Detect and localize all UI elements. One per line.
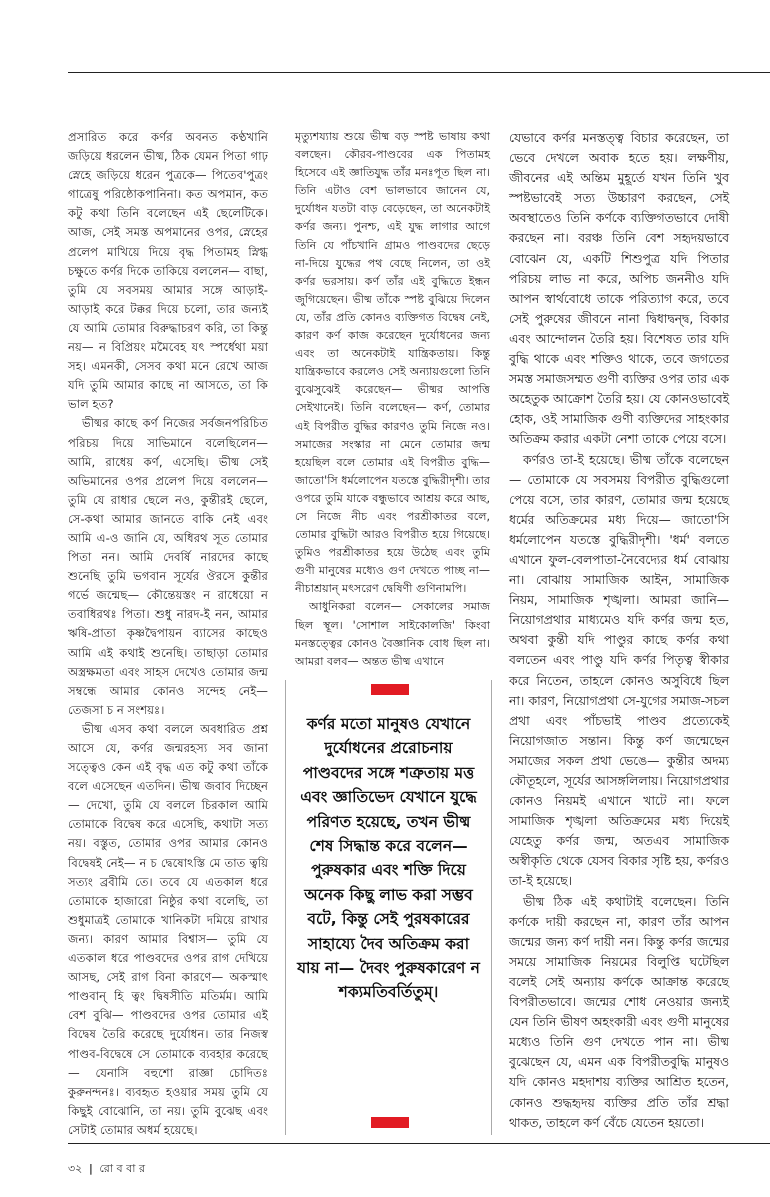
- text-column-1: [68, 128, 268, 1140]
- paragraph: কর্ণরও তা-ই হয়েছে। ভীষ্ম তাঁকে বলেছেন— তোমাকে যে সবসময় বিপরীত বুদ্ধিগুলো পেয়ে বসে, তার কারণ, তোমার জন্ম হয়েছে ধর্মের অতিক্রমের মধ্য দিয়ে— জাতো'সি ধর্মলোপেন যতস্তে বুদ্ধিরীদৃশী। 'ধর্ম' বলতে এখানে ফুল-বেলপাতা-নৈবেদ্যের ধর্ম বোঝায় না। বোঝায় সামাজিক আইন, সামাজিক নিয়ম, সামাজিক শৃঙ্খলা। আমরা জানি— নিয়োগপ্রথার মাধ্যমেও যদি কর্ণর জন্ম হত, অথবা কুন্তী যদি পাণ্ডুর কাছে কর্ণর কথা বলতেন এবং পাণ্ডু যদি কর্ণর পিতৃত্ব স্বীকার করে নিতেন, তাহলে কোনও অসুবিধে ছিল না। কারণ, নিয়োগপ্রথা সে-যুগের সমাজ-সচল প্রথা এবং পাঁচভাই পাণ্ডব প্রত্যেকেই নিয়োগজাত সন্তান। কিন্তু কর্ণ জন্মেছেন সমাজের সকল প্রথা ভেঙে— কুন্তীর অদম্য কৌতূহলে, সূর্যের আসঙ্গলিলায়। নিয়োগপ্রথার কোনও নিয়মই এখানে খাটে না। ফলে সামাজিক শৃঙ্খলা অতিক্রমের মধ্য দিয়েই যেহেতু কর্ণর জন্ম, অতএব সামাজিক অস্বীকৃতি থেকে যেসব বিকার সৃষ্টি হয়, কর্ণরও তা-ই হয়েছে।: [509, 452, 729, 889]
- paragraph: আধুনিকরা বলেন— সেকালের সমাজ ছিল স্থূল। 'সোশাল সাইকোলজি' কিংবা মনস্তত্ত্বের কোনও বৈজ্ঞানিক বোধ ছিল না। আমরা বলব— অন্তত ভীষ্ম এখানে: [295, 600, 490, 668]
- pull-quote-bottom-bar: [371, 1117, 409, 1128]
- page-number: ৩২: [68, 1162, 83, 1175]
- paragraph: ভীষ্ম এসব কথা বললে অবধারিত প্রশ্ন আসে যে, কর্ণর জন্মরহস্য সব জানা সত্ত্বেও কেন এই বৃদ্ধ এত কটু কথা তাঁকে বলে এসেছেন এতদিন। ভীষ্ম জবাব দিচ্ছেন— দেখো, তুমি যে বললে চিরকাল আমি তোমাকে বিদ্বেষ করে এসেছি, কথাটা সত্য নয়। বস্তুত, তোমার ওপর আমার কোনও বিদ্বেষই নেই— ন চ দ্বেষোঽস্তি মে তাত ত্বয়ি সত্যং ব্রবীমি তে। তবে যে এতকাল ধরে তোমাকে হাজারো নিষ্ঠুর কথা বলেছি, তা শুধুমাত্রই তোমাকে খানিকটা দমিয়ে রাখার জন্য। কারণ আমার বিশ্বাস— তুমি যে এতকাল ধরে পাণ্ডবদের ওপর রাগ দেখিয়ে আসছ, সেই রাগ বিনা কারণে— অকস্মাৎ পাণ্ডবান্ হি ত্বং দ্বিষসীতি মতির্মম। আমি বেশ বুঝি— পাণ্ডবদের ওপর তোমার এই বিদ্বেষ তৈরি করেছে দুর্যোধন। তার নিজস্ব পাণ্ডব-বিদ্বেষে সে তোমাকে ব্যবহার করেছে— যেনাসি বহুশো রাজ্ঞা চোদিতঃ কুরুনন্দনঃ। ব্যবহৃত হওয়ার সময় তুমি যে কিছুই বোঝোনি, তা নয়। তুমি বুঝেছ এবং সেটাই তোমার অধর্ম হয়েছে।: [68, 721, 268, 1137]
- pull-quote-text: কর্ণর মতো মানুষও যেখানে দুর্যোধনের প্ররোচনায় পাণ্ডবদের সঙ্গে শত্রুতায় মত্ত এবং জ্ঞাতিভেদ যেখানে যুদ্ধে পরিণত হয়েছে, তখন ভীষ্ম শেষ সিদ্ধান্ত করে বলেন— পুরুষকার এবং শক্তি দিয়ে অনেক কিছু লাভ করা সম্ভব বটে, কিন্তু সেই পুরষকারের সাহায্যে দৈব অতিক্রম করা যায় না— দৈবং পুরুষকারেণ ন শক্যমতিবর্তিতুম্।: [297, 715, 480, 1002]
- paragraph: যেভাবে কর্ণর মনস্তত্ত্ব বিচার করেছেন, তা ভেবে দেখলে অবাক হতে হয়। লক্ষণীয়, জীবনের এই অন্তিম মুহূর্তে যখন তিনি খুব স্পষ্টভাবেই সত্য উচ্চারণ করছেন, সেই অবস্থাতেও তিনি কর্ণকে ব্যক্তিগতভাবে দোষী করছেন না। বরঞ্চ তিনি বেশ সহৃদয়ভাবে বোঝেন যে, একটি শিশুপুত্র যদি পিতার পরিচয় লাভ না করে, অপিচ জননীও যদি আপন স্বার্থবোধে তাকে পরিত্যাগ করে, তবে সেই পুরুষের জীবনে নানা দ্বিধাদ্বন্দ্ব, বিকার এবং আন্দোলন তৈরি হয়। বিশেষত তার যদি বুদ্ধি থাকে এবং শক্তিও থাকে, তবে জগতের সমস্ত সমাজসম্মত গুণী ব্যক্তির ওপর তার এক অহেতুক আক্রোশ তৈরি হয়। যে কোনওভাবেই হোক, ওই সামাজিক গুণী ব্যক্তিদের সাহংকার অতিক্রম করার একটা নেশা তাকে পেয়ে বসে।: [509, 131, 729, 447]
- paragraph: ভীষ্মর কাছে কর্ণ নিজের সর্বজনপরিচিত পরিচয় দিয়ে সাভিমানে বলেছিলেন— আমি, রাধেয় কর্ণ, এসেছি। ভীষ্ম সেই অভিমানের ওপর প্রলেপ দিয়ে বললেন— তুমি যে রাধার ছেলে নও, কুন্তীরই ছেলে, সে-কথা আমার জানতে বাকি নেই এবং আমি এ-ও জানি যে, অধিরথ সূত তোমার পিতা নন। আমি দেবর্ষি নারদের কাছে শুনেছি তুমি ভগবান সূর্যের ঔরসে কুন্তীর গর্ভে জন্মেছ— কৌন্তেয়স্তং ন রাধেয়ো ন তবাধিরথঃ পিতা। শুধু নারদ-ই নন, আমার ঋষি-প্রাতা কৃষ্ণদ্বৈপায়ন ব্যাসের কাছেও আমি এই কথাই শুনেছি। তাছাড়া তোমার অস্ত্রক্ষমতা এবং সাহস দেখেও তোমার জন্ম সম্বন্ধে আমার কোনও সন্দেহ নেই— তেজসা চ ন সংশয়ঃ।: [68, 416, 268, 717]
- magazine-name: রো ব বা র: [99, 1162, 146, 1175]
- paragraph: মৃত্যুশয্যায় শুয়ে ভীষ্ম বড় স্পষ্ট ভাষায় কথা বলছেন। কৌরব-পাণ্ডবের এক পিতামহ হিসেবে এই জ্ঞাতিযুদ্ধ তাঁর মনঃপূত ছিল না। তিনি এটাও বেশ ভালভাবে জানেন যে, দুর্যোধন যতটা বাড় বেড়েছেন, তা অনেকটাই কর্ণর জন্য। পুনশ্চ, এই যুদ্ধ লাগার আগে তিনি যে পাঁচখানি গ্রামও পাণ্ডবদের ছেড়ে না-দিয়ে যুদ্ধের পথ বেছে নিলেন, তা ওই কর্ণর ভরসায়। কর্ণ তাঁর এই বুদ্ধিতে ইন্ধন জুগিয়েছেন। ভীষ্ম তাঁকে স্পষ্ট বুঝিয়ে দিলেন যে, তাঁর প্রতি কোনও ব্যক্তিগত বিদ্বেষ নেই, কারণ কর্ণ কাজ করেছেন দুর্যোধনের জন্য এবং তা অনেকটাই যান্ত্রিকতায়। কিন্তু যান্ত্রিকভাবে করলেও সেই অন্যায়গুলো তিনি বুঝেসুঝেই করেছেন— ভীষ্মর আপত্তি সেইখানেই। তিনি বলেছেন— কর্ণ, তোমার এই বিপরীত বুদ্ধির কারণও তুমি নিজে নও। সমাজের সংস্কার না মেনে তোমার জন্ম হয়েছিল বলে তোমার এই বিপরীত বুদ্ধি— জাতো'সি ধর্মলোপেন যতস্তে বুদ্ধিরীদৃশী। তার ওপরে তুমি যাকে বন্ধুভাবে আশ্রয় করে আছ, সে নিজে নীচ এবং পরশ্রীকাতর বলে, তোমার বুদ্ধিটা আরও বিপরীত হয়ে গিয়েছে। তুমিও পরশ্রীকাতর হয়ে উঠেছ এবং তুমি গুণী মানুষের মধ্যেও গুণ দেখতে পাচ্ছ না— নীচাশ্রয়ান্ মৎসরেণ দ্বেষিণী গুণিনামপি।: [295, 130, 490, 596]
- footer-separator: |: [88, 1162, 93, 1175]
- pull-quote-box: [285, 680, 492, 1135]
- text-column-3: [509, 128, 729, 1133]
- paragraph: প্রসারিত করে কর্ণর অবনত কণ্ঠখানি জড়িয়ে ধরলেন ভীষ্ম, ঠিক যেমন পিতা গাঢ় স্নেহে জড়িয়ে ধরেন পুত্রকে— পিতেব'পুত্রং গাত্রেষু পরিষ্ঠোকপানিনা। কত অপমান, কত কটু কথা তিনি বলেছেন এই ছেলেটিকে। আজ, সেই সমস্ত অপমানের ওপর, স্নেহের প্রলেপ মাখিয়ে দিয়ে বৃদ্ধ পিতামহ স্নিগ্ধ চক্ষুতে কর্ণর দিকে তাকিয়ে বললেন— বাছা, তুমি যে সবসময় আমার সঙ্গে আড়াই-আড়াই করে টক্কর দিয়ে চলো, তার জন্যই যে আমি তোমার বিরুদ্ধাচরণ করি, তা কিন্তু নয়— ন বিপ্রিয়ং মমৈবেহ যৎ স্পর্ধেথা ময়া সহ। এমনকী, সেসব কথা মনে রেখে আজ যদি তুমি আমার কাছে না আসতে, তা কি ভাল হত?: [68, 130, 268, 412]
- pull-quote-top-bar: [371, 684, 409, 695]
- paragraph: ভীষ্ম ঠিক এই কথাটাই বলেছেন। তিনি কর্ণকে দায়ী করছেন না, কারণ তাঁর আপন জন্মের জন্য কর্ণ দায়ী নন। কিন্তু কর্ণর জন্মের সময়ে সামাজিক নিয়মের বিলুপ্তি ঘটেছিল বলেই সেই অন্যায় কর্ণকে আক্রান্ত করেছে বিপরীতভাবে। জন্মের শোধ নেওয়ার জন্যই যেন তিনি ভীষণ অহংকারী এবং গুণী মানুষের মধ্যেও তিনি গুণ দেখতে পান না। ভীষ্ম বুঝেছেন যে, এমন এক বিপরীতবুদ্ধি মানুষও যদি কোনও মহদাশয় ব্যক্তির আশ্রিত হতেন, কোনও শুদ্ধহৃদয় ব্যক্তির প্রতি তাঁর শ্রদ্ধা থাকত, তাহলে কর্ণ বেঁচে যেতেন হয়তো।: [509, 894, 729, 1130]
- text-column-2: [295, 128, 490, 671]
- page-footer: [68, 1160, 145, 1179]
- top-rule: [68, 72, 770, 73]
- bottom-rule: [68, 1143, 770, 1144]
